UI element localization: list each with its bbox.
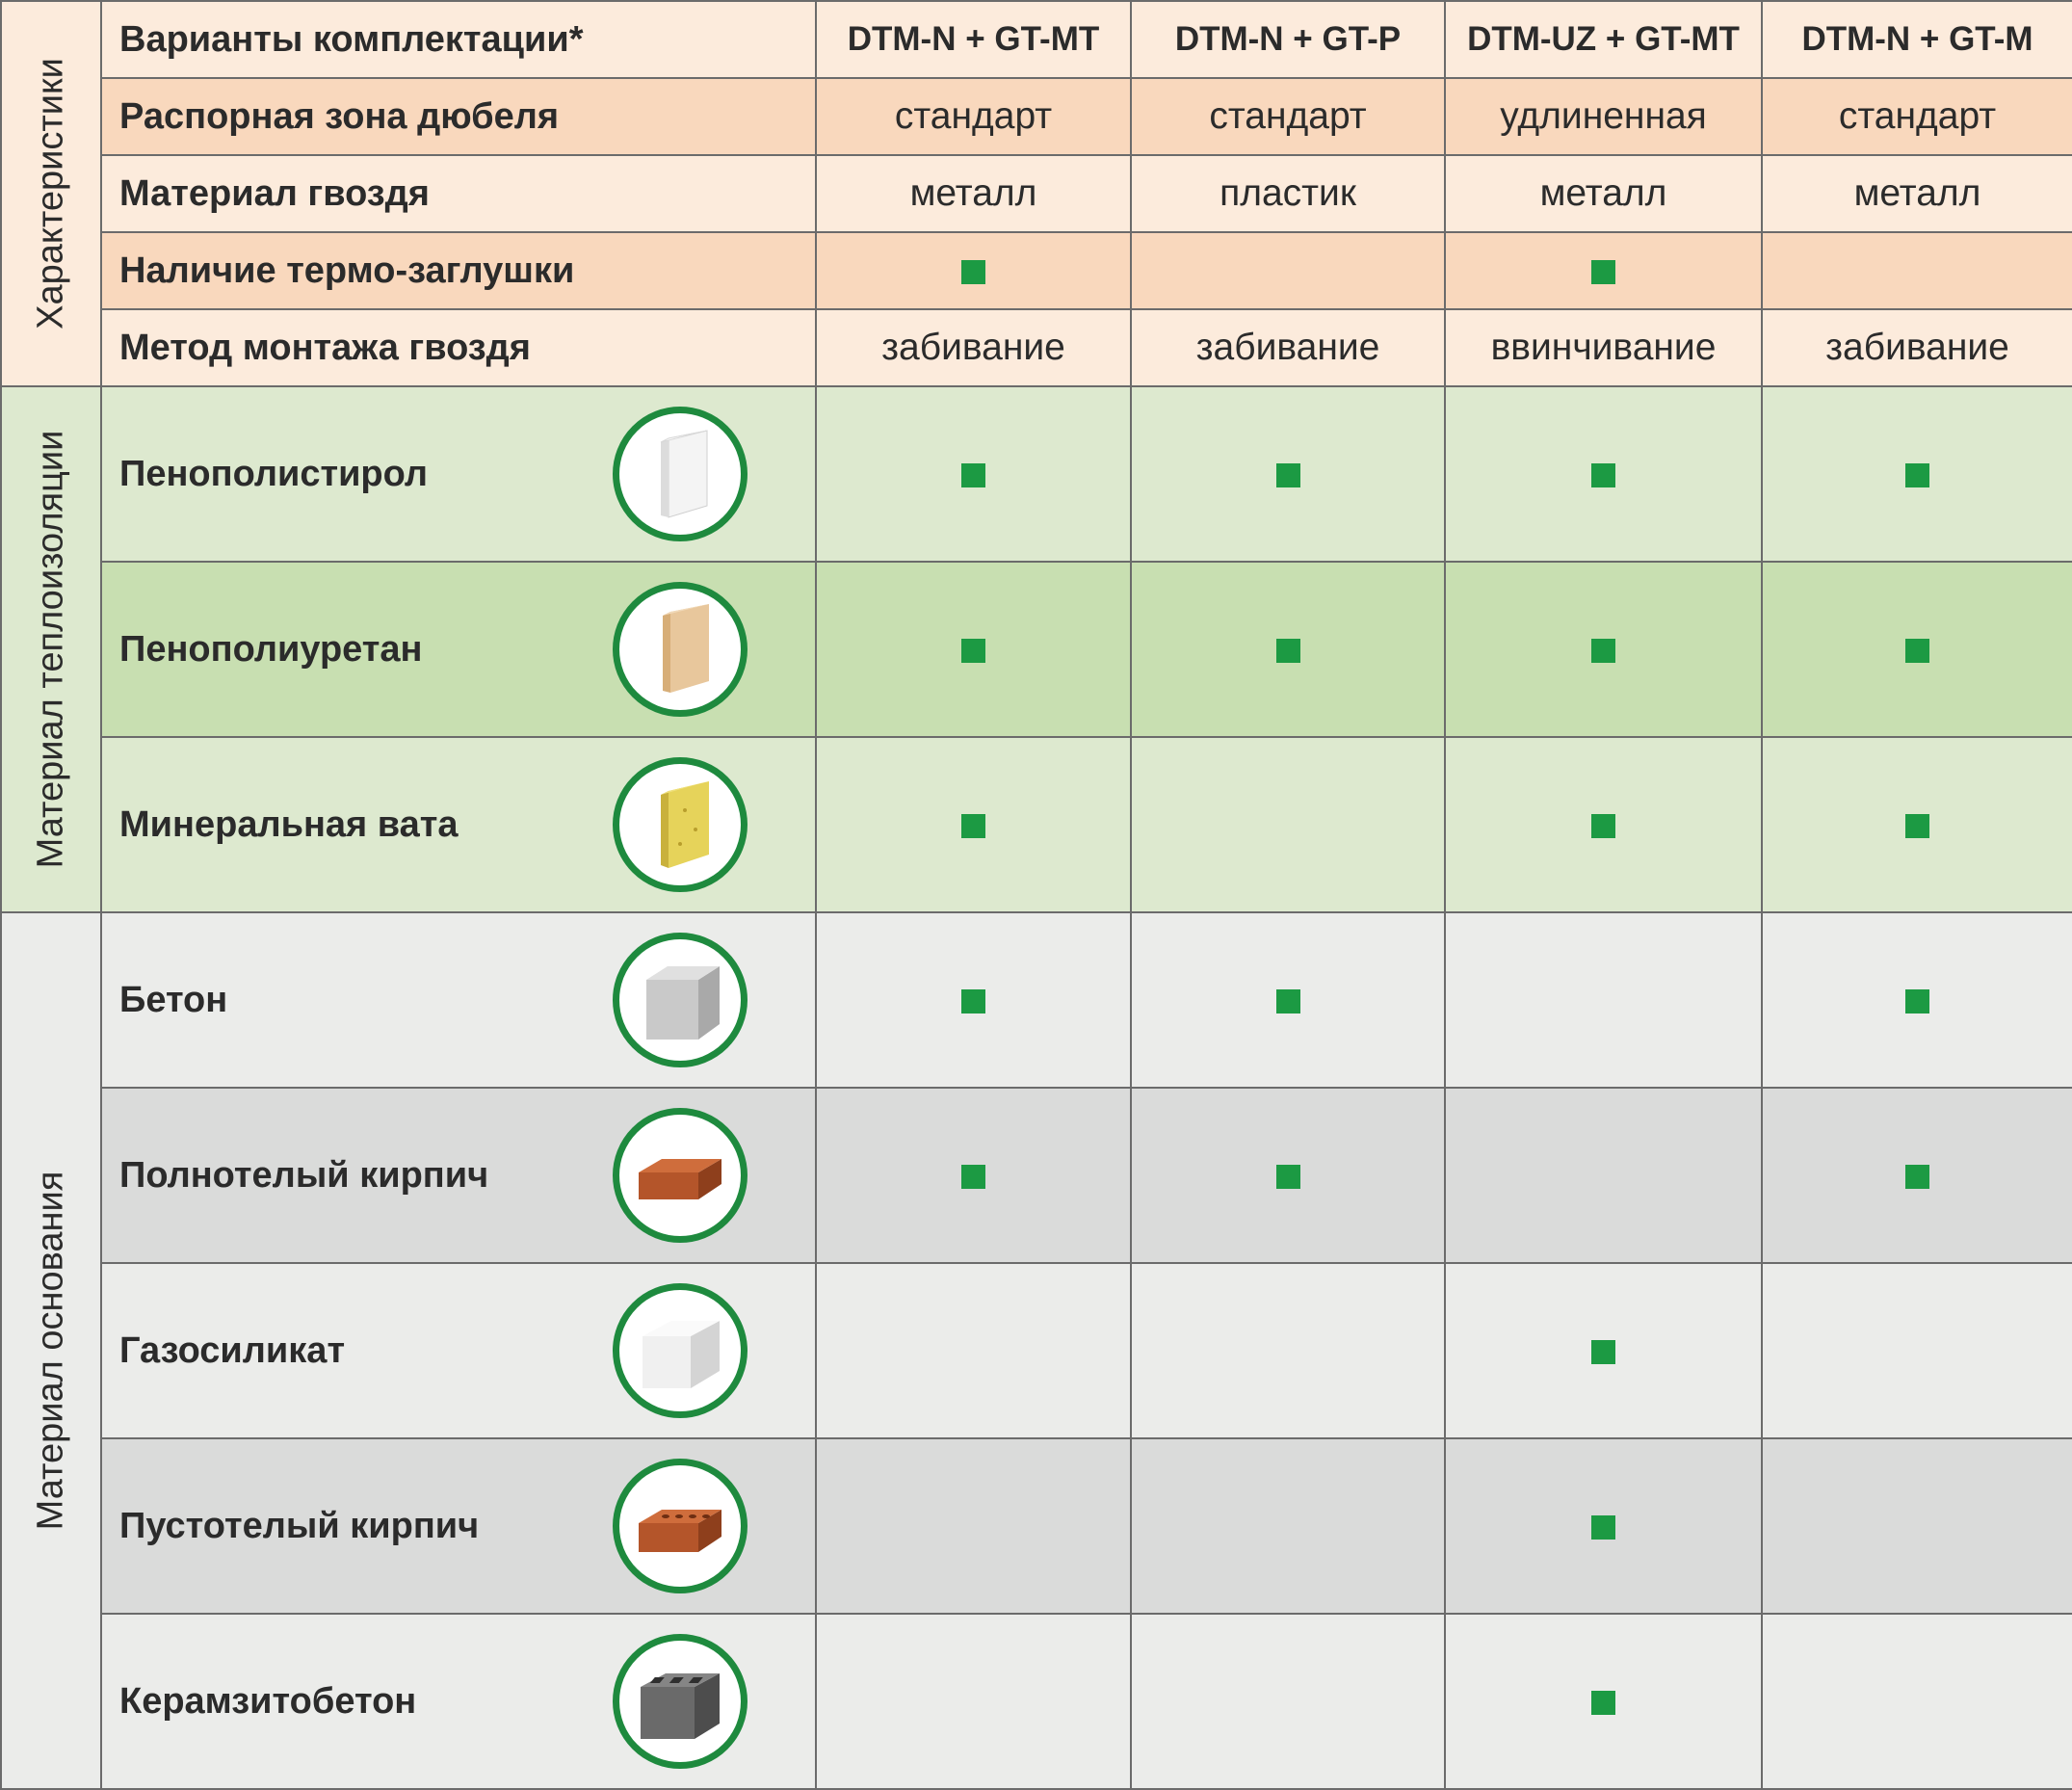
column-header: DTM-N + GT-MT: [816, 1, 1131, 78]
char-row: [1, 155, 2072, 232]
row-label: Пустотелый кирпич: [119, 1505, 480, 1546]
mark-cell: [816, 386, 1131, 562]
compatibility-mark: [1905, 989, 1929, 1013]
mark-cell: [816, 737, 1131, 912]
insulation-row: [1, 562, 2072, 737]
mark-cell: [1131, 1088, 1445, 1263]
mark-cell: [1131, 232, 1445, 309]
mark-cell: [1445, 1614, 1762, 1789]
mark-cell: [1445, 1263, 1762, 1438]
mark-cell: [1762, 1088, 2072, 1263]
mark-cell: [1762, 1263, 2072, 1438]
group-label: Характеристики: [30, 58, 71, 329]
concrete-icon: [613, 933, 747, 1067]
mark-cell: [1445, 912, 1762, 1088]
compatibility-mark: [1591, 260, 1615, 284]
base-row: [1, 1263, 2072, 1438]
mark-cell: [1131, 912, 1445, 1088]
mark-cell: [1445, 737, 1762, 912]
mark-cell: [1762, 386, 2072, 562]
mark-cell: [1131, 386, 1445, 562]
row-label-cell: [101, 1263, 816, 1438]
solid-brick-icon: [613, 1108, 747, 1243]
mark-cell: [1762, 1614, 2072, 1789]
cell-value: забивание: [1131, 309, 1445, 386]
mark-cell: [1131, 737, 1445, 912]
mark-cell: [1445, 562, 1762, 737]
insulation-row: [1, 386, 2072, 562]
row-label: Минеральная вата: [119, 803, 459, 845]
mark-cell: [1762, 1438, 2072, 1614]
mark-cell: [1762, 737, 2072, 912]
group-base: [1, 912, 101, 1789]
mark-cell: [816, 1263, 1131, 1438]
cell-value: металл: [816, 155, 1131, 232]
mark-cell: [1445, 232, 1762, 309]
compatibility-mark: [961, 989, 985, 1013]
compatibility-mark: [1591, 1691, 1615, 1715]
row-label-cell: [101, 737, 816, 912]
mark-cell: [1131, 562, 1445, 737]
compatibility-mark: [961, 463, 985, 487]
cell-value: пластик: [1131, 155, 1445, 232]
char-row: [1, 309, 2072, 386]
base-row: [1, 912, 2072, 1088]
row-label: Метод монтажа гвоздя: [101, 309, 816, 386]
compatibility-mark: [1276, 1165, 1300, 1189]
row-label-cell: [101, 562, 816, 737]
mark-cell: [1445, 1088, 1762, 1263]
group-insulation: [1, 386, 101, 912]
char-row: [1, 232, 2072, 309]
row-label: Газосиликат: [119, 1329, 346, 1371]
mineral-wool-icon: [613, 757, 747, 892]
mark-cell: [1131, 1614, 1445, 1789]
mark-cell: [816, 562, 1131, 737]
row-label: Бетон: [119, 979, 228, 1020]
cell-value: ввинчивание: [1445, 309, 1762, 386]
header-row: [1, 1, 2072, 78]
row-label-cell: [101, 1438, 816, 1614]
row-label-cell: [101, 1088, 816, 1263]
compatibility-mark: [1591, 1340, 1615, 1364]
base-row: [1, 1438, 2072, 1614]
column-header: DTM-N + GT-M: [1762, 1, 2072, 78]
mark-cell: [816, 1088, 1131, 1263]
mark-cell: [816, 1614, 1131, 1789]
mark-cell: [816, 912, 1131, 1088]
compatibility-mark: [961, 260, 985, 284]
compatibility-mark: [961, 639, 985, 663]
row-label: Полнотелый кирпич: [119, 1154, 489, 1196]
compatibility-mark: [1276, 639, 1300, 663]
row-label: Материал гвоздя: [101, 155, 816, 232]
row-label: Керамзитобетон: [119, 1680, 417, 1722]
group-label: Материал основания: [30, 1171, 71, 1531]
column-header: DTM-UZ + GT-MT: [1445, 1, 1762, 78]
row-label: Распорная зона дюбеля: [101, 78, 816, 155]
cell-value: стандарт: [1131, 78, 1445, 155]
row-label-cell: [101, 912, 816, 1088]
compatibility-mark: [1591, 639, 1615, 663]
mark-cell: [816, 232, 1131, 309]
cell-value: стандарт: [1762, 78, 2072, 155]
cell-value: забивание: [816, 309, 1131, 386]
cell-value: металл: [1762, 155, 2072, 232]
row-label-cell: [101, 386, 816, 562]
compatibility-mark: [1591, 814, 1615, 838]
compatibility-mark: [1591, 1515, 1615, 1540]
row-label: Пенополистирол: [119, 453, 429, 494]
base-row: [1, 1614, 2072, 1789]
compatibility-mark: [961, 1165, 985, 1189]
compatibility-mark: [1905, 1165, 1929, 1189]
cell-value: металл: [1445, 155, 1762, 232]
mark-cell: [1762, 562, 2072, 737]
group-characteristics: [1, 1, 101, 386]
base-row: [1, 1088, 2072, 1263]
mark-cell: [1762, 912, 2072, 1088]
mark-cell: [1131, 1263, 1445, 1438]
row-label: Пенополиуретан: [119, 628, 423, 670]
compatibility-mark: [961, 814, 985, 838]
aerated-block-icon: [613, 1283, 747, 1418]
cell-value: забивание: [1762, 309, 2072, 386]
polyurethane-icon: [613, 582, 747, 717]
compatibility-mark: [1905, 463, 1929, 487]
compatibility-mark: [1905, 639, 1929, 663]
mark-cell: [1762, 232, 2072, 309]
compatibility-mark: [1276, 463, 1300, 487]
compatibility-mark: [1276, 989, 1300, 1013]
mark-cell: [1445, 386, 1762, 562]
header-title: Варианты комплектации*: [101, 1, 816, 78]
column-header: DTM-N + GT-P: [1131, 1, 1445, 78]
hollow-brick-icon: [613, 1459, 747, 1593]
compatibility-mark: [1905, 814, 1929, 838]
group-label: Материал теплоизоляции: [30, 430, 71, 869]
insulation-row: [1, 737, 2072, 912]
polystyrene-icon: [613, 407, 747, 541]
compatibility-mark: [1591, 463, 1615, 487]
mark-cell: [1131, 1438, 1445, 1614]
expanded-clay-block-icon: [613, 1634, 747, 1769]
cell-value: удлиненная: [1445, 78, 1762, 155]
cell-value: стандарт: [816, 78, 1131, 155]
row-label: Наличие термо-заглушки: [101, 232, 816, 309]
mark-cell: [816, 1438, 1131, 1614]
mark-cell: [1445, 1438, 1762, 1614]
char-row: [1, 78, 2072, 155]
row-label-cell: [101, 1614, 816, 1789]
